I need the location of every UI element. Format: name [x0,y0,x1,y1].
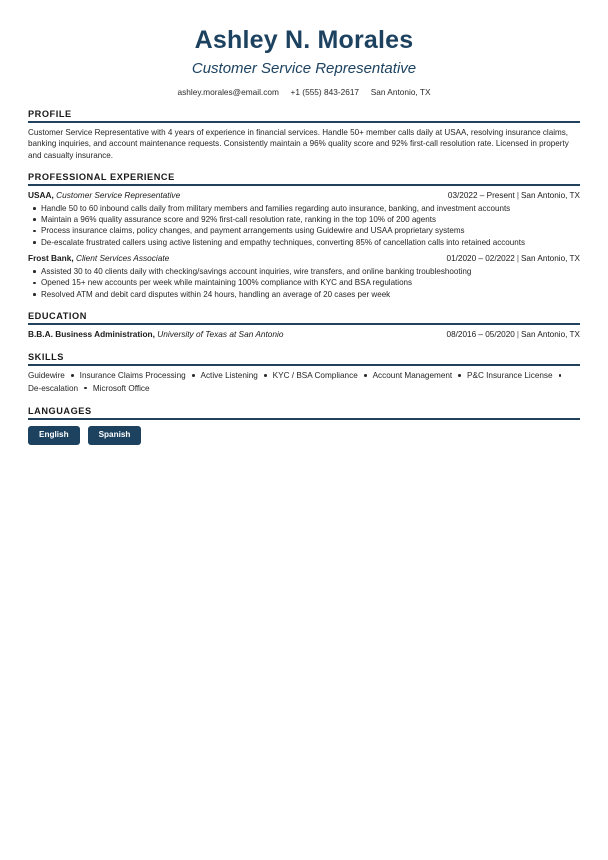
education-location: San Antonio, TX [520,330,580,340]
experience-bullet: Handle 50 to 60 inbound calls daily from military members and families regarding auto insurance, banking, and investment accounts [28,203,580,214]
language-badges [28,426,580,444]
education-school: University of Texas at San Antonio [154,329,284,340]
experience-bullet: Opened 15+ new accounts per week while maintaining 100% compliance with KYC and BSA regulations [28,277,580,288]
contact-line [28,87,580,98]
experience-dates: 01/2020 – 02/2022 [446,254,515,264]
education-meta-separator: | [516,330,519,340]
experience-location: San Antonio, TX [520,190,580,200]
skill-item: Account Management [372,370,453,380]
skill-item: Microsoft Office [92,383,150,393]
section-profile [28,109,580,161]
experience-bullet: Assisted 30 to 40 clients daily with checking/savings account inquiries, wire transfers, and online banking troubleshooting [28,266,580,277]
skill-separator-dot [458,374,461,377]
skill-item: Insurance Claims Processing [79,370,186,380]
section-title-profile: PROFILE [28,109,580,123]
experience-entry-meta [447,254,580,265]
experience-entry [28,190,580,248]
experience-bullet: Process insurance claims, policy changes, and payment arrangements using Guidewire and USAA proprietary systems [28,225,580,236]
skill-item: P&C Insurance License [467,370,553,380]
skill-item: De-escalation [28,383,79,393]
experience-role: Client Services Associate [73,253,170,264]
experience-bullet: De-escalate frustrated callers using active listening and empathy techniques, converting 85% of cancellation calls into retained accounts [28,237,580,248]
skill-separator-dot [559,374,562,377]
experience-bullet: Maintain a 96% quality assurance score and 92% first-call resolution rate, ranking in the top 10% of 200 agents [28,214,580,225]
section-education [28,311,580,341]
experience-dates: 03/2022 – Present [447,190,515,200]
experience-bullet: Resolved ATM and debit card disputes within 24 hours, handling an average of 20 cases per week [28,289,580,300]
section-title-education: EDUCATION [28,311,580,325]
education-entries [28,329,580,341]
skill-separator-dot [264,374,267,377]
skill-separator-dot [364,374,367,377]
language-badge: Spanish [88,426,142,444]
section-skills [28,352,580,395]
section-experience [28,172,580,300]
skill-item: Guidewire [28,370,65,380]
candidate-name: Ashley N. Morales [194,26,414,54]
experience-organization: Frost Bank, [28,253,74,264]
experience-meta-separator: | [516,190,519,200]
candidate-job-title: Customer Service Representative [191,59,417,77]
experience-bullet-list [28,203,580,249]
skill-item: Active Listening [200,370,258,380]
education-dates: 08/2016 – 05/2020 [446,330,515,340]
experience-location: San Antonio, TX [520,254,580,264]
experience-entry-header [28,253,580,265]
experience-entry [28,253,580,300]
skill-item: KYC / BSA Compliance [272,370,358,380]
skills-list [28,370,580,395]
experience-meta-separator: | [516,254,519,264]
section-languages [28,406,580,444]
experience-entry-header [28,190,580,202]
skill-separator-dot [84,387,87,390]
resume-header [28,0,580,98]
experience-bullet-list [28,266,580,300]
contact-phone: +1 (555) 843-2617 [290,86,360,97]
language-badge: English [28,426,80,444]
experience-entry-left [28,253,169,264]
section-title-skills: SKILLS [28,352,580,366]
section-title-experience: PROFESSIONAL EXPERIENCE [28,172,580,186]
contact-email: ashley.morales@email.com [177,86,279,97]
experience-role: Customer Service Representative [53,189,181,200]
experience-organization: USAA, [28,189,54,200]
education-degree: B.B.A. Business Administration, [28,329,155,340]
experience-entry-meta [448,191,580,202]
skill-separator-dot [192,374,195,377]
education-entry-left [28,329,283,340]
profile-text: Customer Service Representative with 4 years of experience in financial services. Handle 50+ member calls daily at USAA, resolving insurance claims, banking inquiries, and account maintenance requests. Consistently maintain a 96% quality score and 92% first-call resolution rate. Licensed in property and casualty insurance. [28,127,569,160]
section-title-languages: LANGUAGES [28,406,580,420]
skill-separator-dot [71,374,74,377]
experience-entry-left [28,190,180,201]
education-entry [28,329,580,341]
education-entry-meta [447,330,580,341]
experience-entries [28,190,580,300]
contact-location: San Antonio, TX [370,86,431,97]
